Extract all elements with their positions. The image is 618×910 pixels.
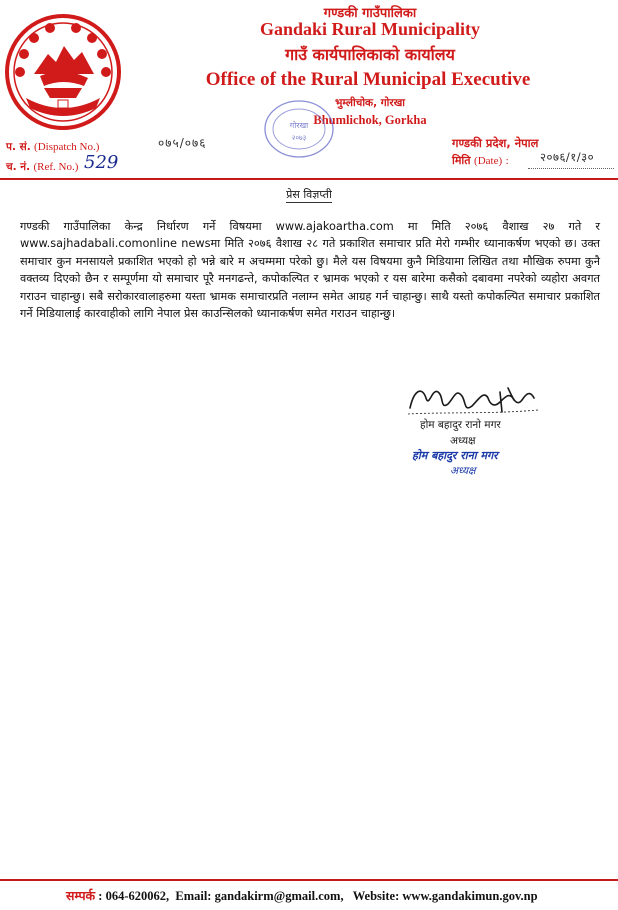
handwritten-signature (404, 378, 544, 420)
dispatch-number-value: ०७५/०७६ (158, 136, 207, 150)
address-english: Bhumlichok, Gorkha (313, 113, 427, 127)
office-name-nepali: गाउँ कार्यपालिकाको कार्यालय (285, 45, 455, 64)
signatory-name: होम बहादुर रानो मगर (420, 419, 501, 431)
signatory-title: अध्यक्ष (450, 435, 476, 447)
signatory-title-stamp: अध्यक्ष (450, 465, 476, 477)
svg-text:२०७३: २०७३ (291, 134, 307, 142)
website-url: www.gandakimun.gov.np (402, 889, 538, 903)
province-label: गण्डकी प्रदेश, नेपाल (452, 136, 539, 150)
press-release-title: प्रेस विज्ञप्ती (286, 188, 332, 201)
reference-number-label: च. नं. (Ref. No.) (6, 161, 79, 173)
email-address: gandakirm@gmail.com, (214, 889, 344, 903)
phone-number: 064-620062, (105, 889, 170, 903)
date-label: मिति (Date) : (452, 154, 509, 167)
press-release-body: गण्डकी गाउँपालिका केन्द्र निर्धारण गर्ने विषयमा www.ajakoartha.com मा मिति २०७६ वैशाख २७ गते र www.sajhadabali.comonline newsमा मिति २०७६ वैशाख २८ गते प्रकाशित समाचार प्रति मेरो गम्भीर ध्यानाकर्षण भएको छ। उक्त समाचार कुन मनसायले प्रकाशित भएको हो भन्ने बारे म अचम्ममा परेको छु। मैले यस विषयमा कुनै मिडियामा लिखित तथा मौखिक रुपमा कुनै वक्तव्य दिएको छैन र सम्पूर्णमा यो समाचार पूरै मनगढन्ते, कपोकल्पित र भ्रामक भएको र यस बारेमा कसैको दबावमा नपरेको व्यहोरा अवगत गराउन चाहान्छु। सबै सरोकारवालाहरुमा यस्ता भ्रामक समाचारप्रति नलाग्न समेत आग्रह गर्न चाहान्छु। साथै यस्तो कपोकल्पित समाचार प्रकाशित गर्ने मिडियालाई कारवाहीको लागि नेपाल प्रेस काउन्सिलको ध्यानाकर्षण समेत गराउन चाहान्छु। (20, 220, 600, 321)
svg-text:गोरखा: गोरखा (289, 121, 309, 130)
address-nepali: भुम्लीचोक, गोरखा (334, 97, 405, 109)
date-value: २०७६/१/३० (540, 150, 595, 164)
office-name-english: Office of the Rural Municipal Executive (205, 69, 531, 90)
signatory-name-stamp: होम बहादुर राना मगर (412, 449, 498, 462)
footer-divider (0, 879, 618, 881)
letterhead (0, 0, 618, 140)
header-divider (0, 178, 618, 180)
dispatch-number-label: प. सं. (Dispatch No.) (6, 141, 100, 153)
municipality-name-nepali: गण्डकी गाउँपालिका (323, 6, 417, 21)
contact-footer: सम्पर्क : 064-620062, Email: gandakirm@gmail.com, Website: www.gandakimun.gov.np (66, 888, 538, 903)
date-underline (528, 168, 614, 169)
office-seal-stamp (262, 98, 336, 160)
reference-number-value: 529 (84, 152, 119, 173)
nepal-emblem-logo (4, 14, 122, 130)
contact-label: सम्पर्क (66, 888, 96, 903)
municipality-name-english: Gandaki Rural Municipality (259, 19, 481, 39)
